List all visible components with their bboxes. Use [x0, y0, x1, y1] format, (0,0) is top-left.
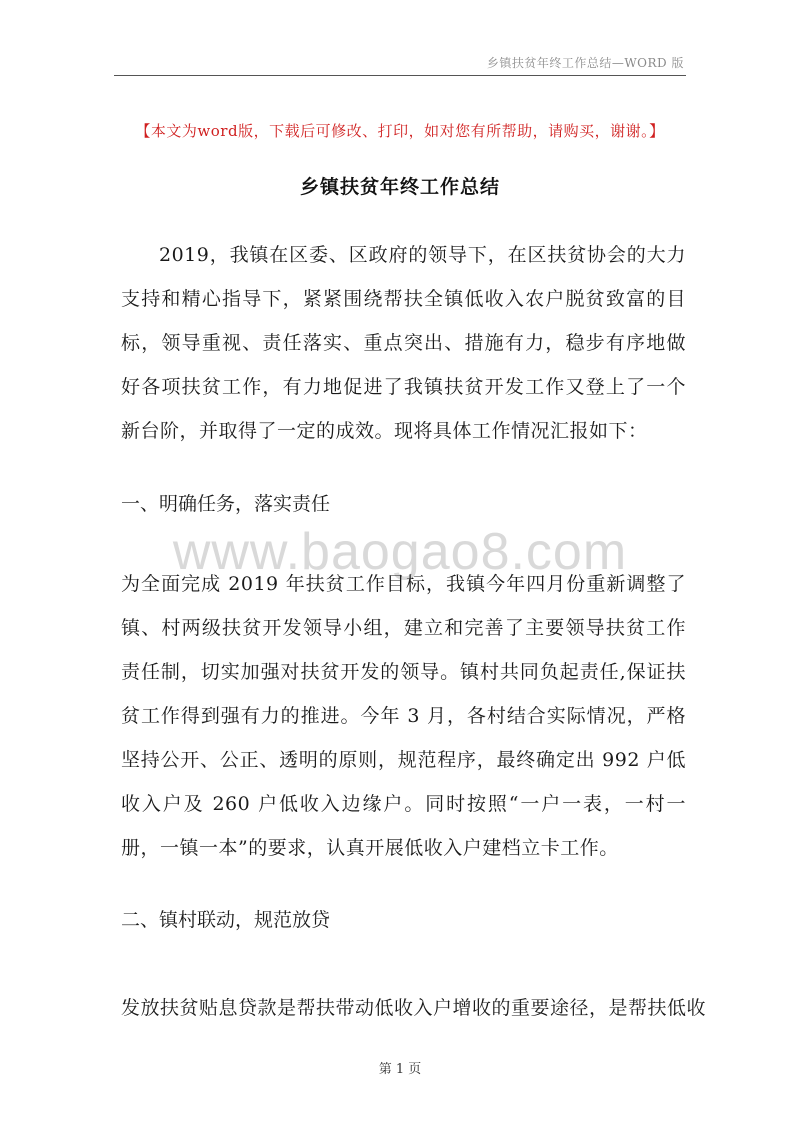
section-2-paragraph: 发放扶贫贴息贷款是帮扶带动低收入户增收的重要途径，是帮扶低收 — [121, 997, 707, 1019]
intro-paragraph: 2019，我镇在区委、区政府的领导下，在区扶贫协会的大力支持和精心指导下，紧紧围绕帮扶全镇低收入农户脱贫致富的目标，领导重视、责任落实、重点突出、措施有力，稳步有序地做好各项扶贫工作，有力地促进了我镇扶贫开发工作又登上了一个新台阶，并取得了一定的成效。现将具体工作情况汇报如下： — [121, 244, 686, 442]
section-heading-1: 一、明确任务，落实责任 — [121, 493, 331, 515]
header-text: 乡镇扶贫年终工作总结—WORD 版 — [486, 56, 684, 70]
section-1-paragraph: 为全面完成 2019 年扶贫工作目标，我镇今年四月份重新调整了镇、村两级扶贫开发领导小组，建立和完善了主要领导扶贫工作责任制，切实加强对扶贫开发的领导。镇村共同负起责任,保证扶贫工作得到强有力的推进。今年 3 月，各村结合实际情况，严格坚持公开、公正、透明的原则，规范程序，最终确定出 992 户低收入户及 260 户低收入边缘户。同时按照“一户一表，一村一册，一镇一本”的要求，认真开展低收入户建档立卡工作。 — [121, 573, 686, 859]
document-title: 乡镇扶贫年终工作总结 — [299, 176, 500, 198]
section-heading-2: 二、镇村联动，规范放贷 — [121, 909, 331, 931]
purchase-notice: 【本文为word版，下载后可修改、打印，如对您有所帮助，请购买，谢谢。】 — [135, 122, 665, 140]
watermark: www.baogao8.com — [172, 523, 628, 581]
page-number: 第 1 页 — [378, 1062, 422, 1077]
header-rule — [114, 75, 686, 76]
